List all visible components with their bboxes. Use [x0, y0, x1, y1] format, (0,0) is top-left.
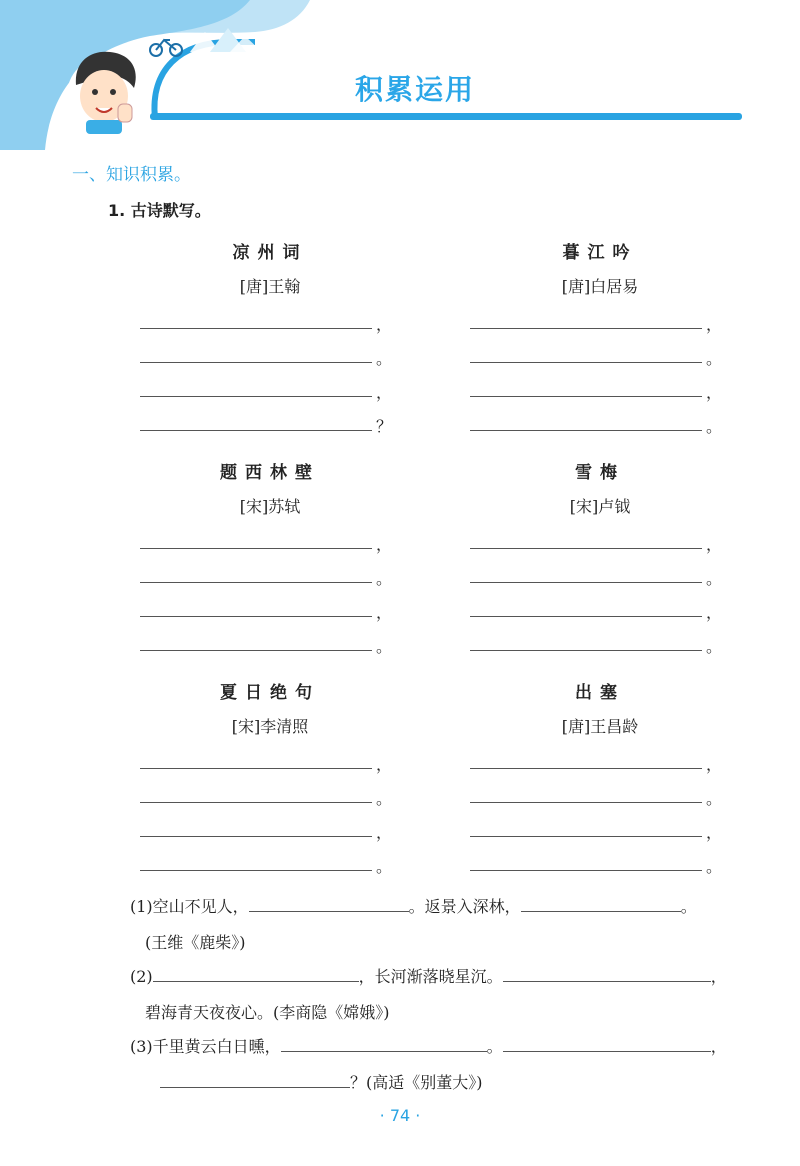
answer-blank[interactable]: [470, 650, 702, 651]
answer-blank[interactable]: [140, 650, 372, 651]
punctuation: ，: [376, 535, 393, 554]
answer-blank[interactable]: [140, 430, 372, 431]
punctuation: 。: [706, 569, 723, 588]
punctuation: ，: [376, 315, 393, 334]
poem-title: 暮江吟: [562, 243, 638, 263]
exercise-heading: 1. 古诗默写。: [108, 201, 211, 220]
answer-blank[interactable]: [503, 1035, 711, 1052]
question-source: (王维《鹿柴》): [145, 933, 246, 952]
answer-blank[interactable]: [140, 328, 372, 329]
answer-blank[interactable]: [140, 362, 372, 363]
poem-title: 夏日绝句: [220, 683, 320, 703]
fill-question-2-source: [145, 1000, 390, 1023]
answer-blank[interactable]: [470, 836, 702, 837]
punctuation: ，: [706, 315, 723, 334]
poem-title: 题西林壁: [220, 463, 320, 483]
punctuation: 。: [376, 857, 393, 876]
question-text: 。返景入深林，: [408, 897, 521, 916]
answer-blank[interactable]: [470, 582, 702, 583]
question-text: ，长河渐落晓星沉。: [358, 967, 503, 986]
punctuation: ，: [706, 823, 723, 842]
section-heading: 一、知识积累。: [72, 165, 191, 185]
answer-blank[interactable]: [521, 895, 681, 912]
punctuation: ，: [706, 755, 723, 774]
question-text: 。: [486, 1037, 503, 1056]
poem-author: [唐]王昌龄: [561, 717, 639, 736]
punctuation: 。: [706, 857, 723, 876]
poem-author: [唐]王翰: [239, 277, 301, 296]
poem-author: [宋]李清照: [231, 717, 309, 736]
poem-title: 出塞: [575, 683, 625, 703]
answer-blank[interactable]: [140, 582, 372, 583]
question-text: (3)千里黄云白日曛，: [130, 1037, 281, 1056]
punctuation: ，: [376, 823, 393, 842]
answer-blank[interactable]: [140, 870, 372, 871]
answer-blank[interactable]: [470, 870, 702, 871]
punctuation: ，: [706, 603, 723, 622]
answer-blank[interactable]: [470, 430, 702, 431]
poem-title: 雪梅: [575, 463, 625, 483]
question-text: 。: [680, 897, 697, 916]
punctuation: ，: [376, 603, 393, 622]
answer-blank[interactable]: [140, 768, 372, 769]
punctuation: ，: [376, 755, 393, 774]
answer-blank[interactable]: [503, 965, 711, 982]
poem-author: [宋]苏轼: [239, 497, 301, 516]
page-title: 积累运用: [354, 73, 475, 106]
answer-blank[interactable]: [140, 616, 372, 617]
answer-blank[interactable]: [470, 362, 702, 363]
answer-blank[interactable]: [140, 802, 372, 803]
punctuation: 。: [706, 789, 723, 808]
question-text: ，: [710, 1037, 727, 1056]
answer-blank[interactable]: [470, 328, 702, 329]
punctuation: ，: [706, 383, 723, 402]
punctuation: 。: [376, 569, 393, 588]
fill-question-1: [130, 894, 697, 917]
answer-blank[interactable]: [140, 836, 372, 837]
question-text: (2): [130, 967, 153, 986]
answer-blank[interactable]: [140, 396, 372, 397]
fill-question-1-source: [145, 930, 246, 953]
question-text: (1)空山不见人，: [130, 897, 249, 916]
answer-blank[interactable]: [160, 1071, 350, 1088]
answer-blank[interactable]: [470, 768, 702, 769]
answer-blank[interactable]: [140, 548, 372, 549]
punctuation: 。: [376, 637, 393, 656]
question-source: ？(高适《别董大》): [350, 1073, 483, 1092]
answer-blank[interactable]: [470, 396, 702, 397]
question-source: 碧海青天夜夜心。(李商隐《嫦娥》): [145, 1003, 390, 1022]
punctuation: ？: [376, 417, 393, 436]
punctuation: 。: [706, 417, 723, 436]
poem-title: 凉州词: [232, 243, 308, 263]
answer-blank[interactable]: [249, 895, 409, 912]
fill-question-3-line2: [160, 1070, 483, 1093]
fill-question-3: [130, 1034, 727, 1057]
punctuation: 。: [376, 349, 393, 368]
punctuation: ，: [706, 535, 723, 554]
poem-author: [唐]白居易: [561, 277, 639, 296]
answer-blank[interactable]: [153, 965, 359, 982]
poem-author: [宋]卢钺: [569, 497, 631, 516]
answer-blank[interactable]: [470, 802, 702, 803]
punctuation: 。: [706, 349, 723, 368]
punctuation: ，: [376, 383, 393, 402]
punctuation: 。: [706, 637, 723, 656]
answer-blank[interactable]: [281, 1035, 487, 1052]
answer-blank[interactable]: [470, 616, 702, 617]
page-number: · 74 ·: [379, 1106, 421, 1125]
fill-question-2: [130, 964, 727, 987]
answer-blank[interactable]: [470, 548, 702, 549]
punctuation: 。: [376, 789, 393, 808]
question-text: ，: [710, 967, 727, 986]
